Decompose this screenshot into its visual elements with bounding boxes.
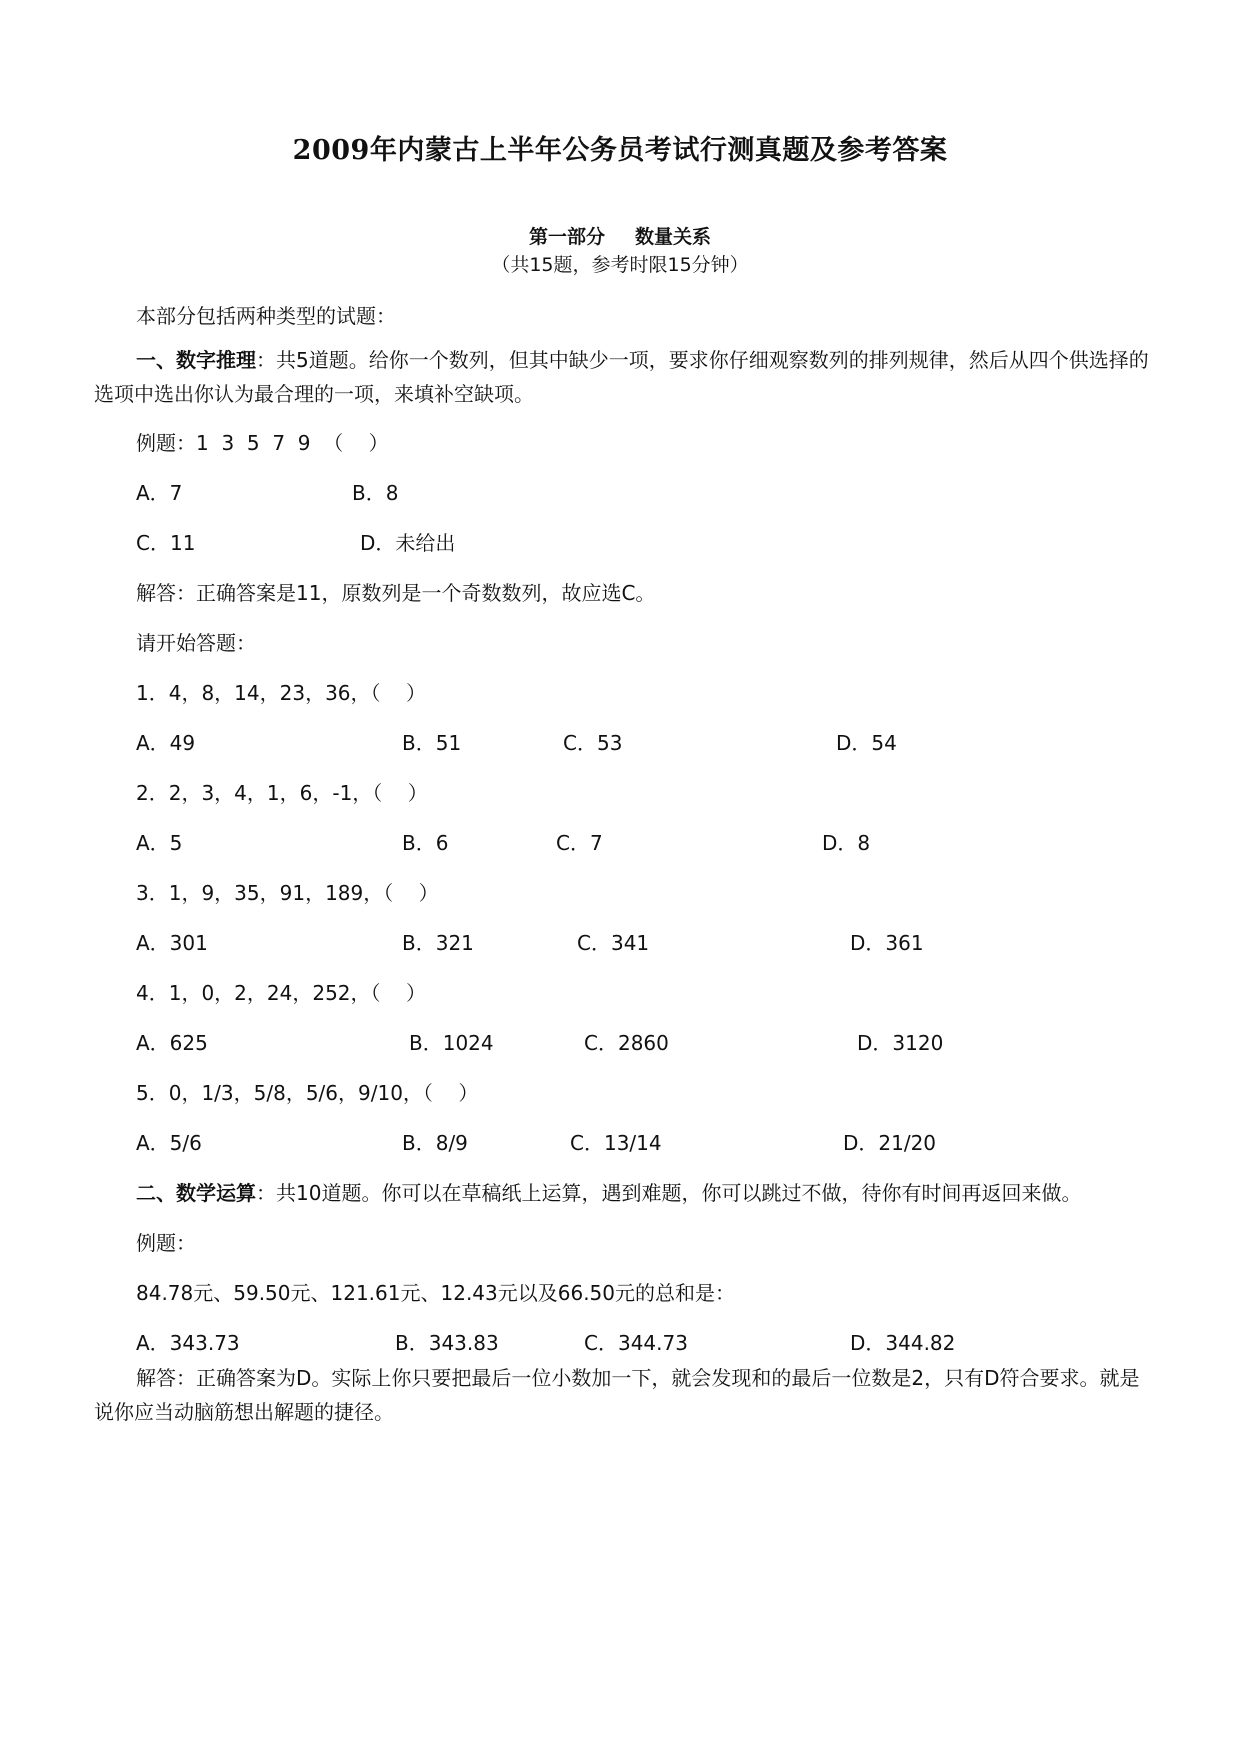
section2-text: ：共10道题。你可以在草稿纸上运算，遇到难题，你可以跳过不做，待你有时间再返回来做。	[256, 1181, 1082, 1205]
intro-text: 本部分包括两种类型的试题：	[136, 304, 396, 328]
example2-option-b: B．343.83	[395, 1331, 499, 1355]
question-4-option-b: B．1024	[409, 1031, 494, 1055]
question-3-stem: 3．1，9，35，91，189，（ ）	[136, 881, 439, 905]
example2-option-d: D．344.82	[850, 1331, 956, 1355]
part-subtitle: （共15题，参考时限15分钟）	[491, 254, 749, 276]
example-option-b: B．8	[352, 481, 399, 505]
example-label: 例题：	[136, 431, 196, 455]
question-4-option-a: A．625	[136, 1031, 208, 1055]
example2-answer: 解答：正确答案为D。实际上你只要把最后一位小数加一下，就会发现和的最后一位数是2，只有D符合要求。就是说你应当动脑筋想出解题的捷径。	[94, 1366, 1140, 1424]
question-3-option-a: A．301	[136, 931, 208, 955]
question-2-option-d: D．8	[822, 831, 871, 855]
question-4-stem: 4．1，0，2，24，252，（ ）	[136, 981, 426, 1005]
question-2-option-c: C．7	[556, 831, 603, 855]
example2-stem: 84.78元、59.50元、121.61元、12.43元以及66.50元的总和是：	[136, 1281, 736, 1305]
example-sequence: 1 3 5 7 9 （ ）	[196, 431, 389, 455]
example-option-a: A．7	[136, 481, 183, 505]
question-3-option-b: B．321	[402, 931, 474, 955]
question-5-option-a: A．5/6	[136, 1131, 202, 1155]
question-5-option-d: D．21/20	[843, 1131, 937, 1155]
example2-option-a: A．343.73	[136, 1331, 240, 1355]
example-option-d: D．未给出	[360, 531, 456, 555]
example-option-c: C．11	[136, 531, 196, 555]
part-heading-number: 第一部分	[528, 226, 605, 248]
page-title: 2009年内蒙古上半年公务员考试行测真题及参考答案	[292, 135, 948, 166]
question-2-stem: 2．2，3，4，1，6，-1，（ ）	[136, 781, 428, 805]
question-1-option-b: B．51	[402, 731, 462, 755]
question-1-option-a: A．49	[136, 731, 196, 755]
question-5-stem: 5．0，1/3，5/8，5/6，9/10，（ ）	[136, 1081, 479, 1105]
question-2-option-a: A．5	[136, 831, 183, 855]
question-4-option-c: C．2860	[584, 1031, 669, 1055]
section1-text: ：共5道题。给你一个数列，但其中缺少一项，要求你仔细观察数列的排列规律，然后从四个供选择的选项中选出你认为最合理的一项，来填补空缺项。	[94, 348, 1149, 406]
section2-description	[136, 1177, 1081, 1206]
question-2-option-b: B．6	[402, 831, 449, 855]
question-1-option-c: C．53	[563, 731, 623, 755]
part-heading-name: 数量关系	[635, 226, 712, 248]
section1-label: 一、数字推理	[136, 348, 256, 372]
question-3-option-d: D．361	[850, 931, 924, 955]
question-1-option-d: D．54	[836, 731, 897, 755]
example2-label: 例题：	[136, 1231, 196, 1255]
question-3-option-c: C．341	[577, 931, 650, 955]
start-prompt: 请开始答题：	[136, 631, 256, 655]
part-heading	[0, 222, 1240, 249]
question-5-option-b: B．8/9	[402, 1131, 468, 1155]
section1-description	[94, 343, 1154, 411]
question-1-stem: 1．4，8，14，23，36，（ ）	[136, 681, 426, 705]
example-line	[136, 427, 389, 456]
question-5-option-c: C．13/14	[570, 1131, 662, 1155]
example-answer: 解答：正确答案是11，原数列是一个奇数数列，故应选C。	[136, 581, 656, 605]
example2-option-c: C．344.73	[584, 1331, 688, 1355]
section2-label: 二、数学运算	[136, 1181, 256, 1205]
question-4-option-d: D．3120	[857, 1031, 944, 1055]
